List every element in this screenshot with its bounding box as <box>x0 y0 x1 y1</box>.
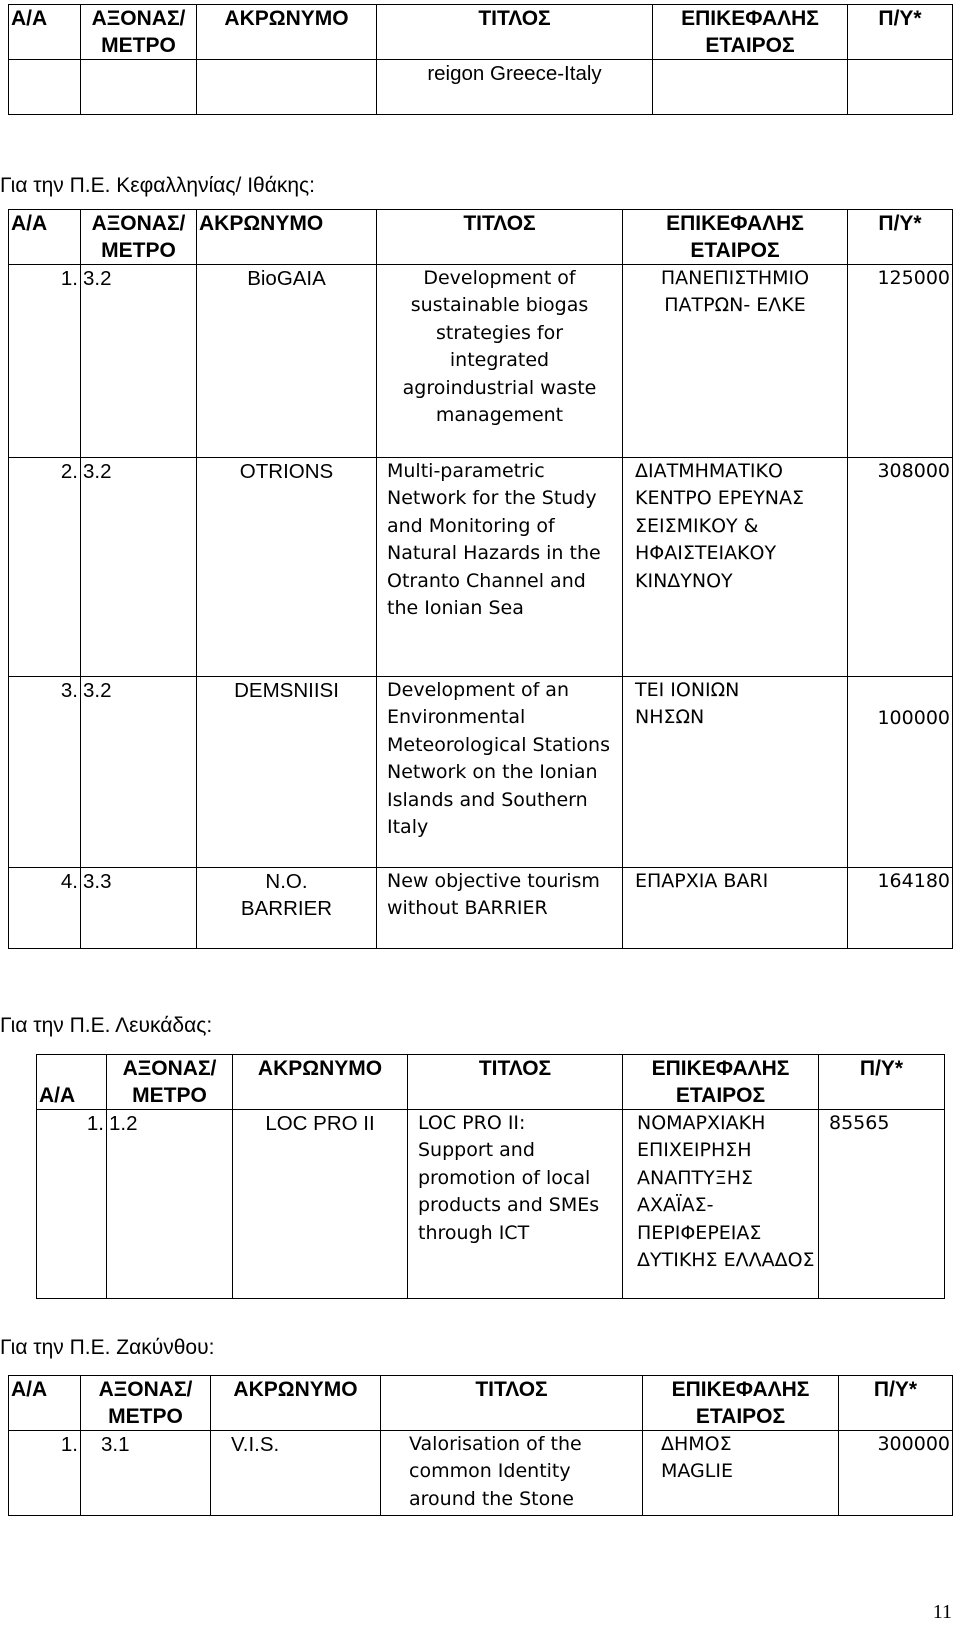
header-acronym: ΑΚΡΩΝΥΜΟ <box>211 1376 381 1431</box>
table-row <box>9 677 953 868</box>
row-acronym: LOC PRO II <box>233 1110 408 1299</box>
row-budget: 300000 <box>839 1431 953 1516</box>
header-budget: Π/Υ* <box>848 5 953 60</box>
section-heading-zakynthos: Για την Π.Ε. Ζακύνθου: <box>0 1336 215 1359</box>
row-title: reigon Greece-Italy <box>377 60 653 115</box>
row-acronym: OTRIONS <box>197 458 377 677</box>
row-title: LOC PRO II: Support and promotion of local products and SMEs through ICT <box>408 1110 623 1299</box>
row-title: Multi-parametric Network for the Study and Monitoring of Natural Hazards in the Otranto Channel and the Ionian Sea <box>377 458 623 677</box>
page-number: 11 <box>932 1601 952 1623</box>
continued-table <box>8 4 953 115</box>
zakynthos-table <box>8 1375 953 1516</box>
row-aa: 2. <box>9 458 81 677</box>
header-aa: Α/Α <box>9 1376 81 1431</box>
header-budget: Π/Υ* <box>839 1376 953 1431</box>
table-header-row <box>37 1055 945 1110</box>
section-heading-lefkada: Για την Π.Ε. Λευκάδας: <box>0 1014 213 1037</box>
row-acronym: DEMSNIISI <box>197 677 377 868</box>
header-axis: ΑΞΟΝΑΣ/ ΜΕΤΡΟ <box>107 1055 233 1110</box>
row-lead: ΤΕΙ ΙΟΝΙΩΝ ΝΗΣΩΝ <box>623 677 848 868</box>
row-axis: 3.2 <box>81 677 197 868</box>
header-aa: Α/Α <box>9 210 81 265</box>
header-aa: Α/Α <box>9 5 81 60</box>
lefkada-table <box>36 1054 945 1299</box>
row-lead: ΕΠΑΡΧΙΑ BARI <box>623 868 848 949</box>
header-axis: ΑΞΟΝΑΣ/ ΜΕΤΡΟ <box>81 210 197 265</box>
header-title: ΤΙΤΛΟΣ <box>377 210 623 265</box>
row-lead: ΔΗΜΟΣ MAGLIE <box>643 1431 839 1516</box>
row-axis: 3.2 <box>81 265 197 458</box>
header-title: ΤΙΤΛΟΣ <box>381 1376 643 1431</box>
row-aa: 1. <box>9 265 81 458</box>
row-aa: 1. <box>9 1431 81 1516</box>
header-title: ΤΙΤΛΟΣ <box>408 1055 623 1110</box>
header-axis: ΑΞΟΝΑΣ/ ΜΕΤΡΟ <box>81 5 197 60</box>
header-aa: Α/Α <box>37 1055 107 1110</box>
row-budget: 100000 <box>848 677 953 868</box>
header-title: ΤΙΤΛΟΣ <box>377 5 653 60</box>
header-acronym: ΑΚΡΩΝΥΜΟ <box>197 210 377 265</box>
row-axis: 3.2 <box>81 458 197 677</box>
header-acronym: ΑΚΡΩΝΥΜΟ <box>233 1055 408 1110</box>
table-row <box>9 458 953 677</box>
row-title: Development of an Environmental Meteorological Stations Network on the Ionian Islands and Southern Italy <box>377 677 623 868</box>
table-row <box>9 868 953 949</box>
row-budget: 308000 <box>848 458 953 677</box>
header-axis: ΑΞΟΝΑΣ/ ΜΕΤΡΟ <box>81 1376 211 1431</box>
row-title: Development of sustainable biogas strategies for integrated agroindustrial waste management <box>377 265 623 458</box>
kefalonia-table <box>8 209 953 949</box>
row-lead: ΝΟΜΑΡΧΙΑΚΗ ΕΠΙΧΕΙΡΗΣΗ ΑΝΑΠΤΥΞΗΣ ΑΧΑΪΑΣ- ΠΕΡΙΦΕΡΕΙΑΣ ΔΥΤΙΚΗΣ ΕΛΛΑΔΟΣ <box>623 1110 819 1299</box>
row-budget: 125000 <box>848 265 953 458</box>
row-budget: 85565 <box>819 1110 945 1299</box>
row-acronym: V.I.S. <box>211 1431 381 1516</box>
row-lead: ΠΑΝΕΠΙΣΤΗΜΙΟ ΠΑΤΡΩΝ- ΕΛΚΕ <box>623 265 848 458</box>
row-axis: 3.3 <box>81 868 197 949</box>
table-header-row <box>9 210 953 265</box>
row-acronym: BioGAIA <box>197 265 377 458</box>
header-acronym: ΑΚΡΩΝΥΜΟ <box>197 5 377 60</box>
section-heading-kefalonia: Για την Π.Ε. Κεφαλληνίας/ Ιθάκης: <box>0 174 315 197</box>
row-lead: ΔΙΑΤΜΗΜΑΤΙΚΟ ΚΕΝΤΡΟ ΕΡΕΥΝΑΣ ΣΕΙΣΜΙΚΟΥ & ΗΦΑΙΣΤΕΙΑΚΟΥ ΚΙΝΔΥΝΟΥ <box>623 458 848 677</box>
row-acronym: N.O. BARRIER <box>197 868 377 949</box>
row-budget: 164180 <box>848 868 953 949</box>
row-title: Valorisation of the common Identity around the Stone <box>381 1431 643 1516</box>
row-aa: 3. <box>9 677 81 868</box>
header-budget: Π/Υ* <box>848 210 953 265</box>
row-aa: 1. <box>37 1110 107 1299</box>
row-axis: 3.1 <box>81 1431 211 1516</box>
table-row <box>9 1431 953 1516</box>
row-axis: 1.2 <box>107 1110 233 1299</box>
table-row <box>37 1110 945 1299</box>
table-header-row <box>9 1376 953 1431</box>
table-row <box>9 60 953 115</box>
header-budget: Π/Υ* <box>819 1055 945 1110</box>
header-lead: ΕΠΙΚΕΦΑΛΗΣ ΕΤΑΙΡΟΣ <box>623 210 848 265</box>
row-title: New objective tourism without BARRIER <box>377 868 623 949</box>
table-header-row <box>9 5 953 60</box>
header-lead: ΕΠΙΚΕΦΑΛΗΣ ΕΤΑΙΡΟΣ <box>623 1055 819 1110</box>
header-lead: ΕΠΙΚΕΦΑΛΗΣ ΕΤΑΙΡΟΣ <box>653 5 848 60</box>
table-row <box>9 265 953 458</box>
row-aa: 4. <box>9 868 81 949</box>
header-lead: ΕΠΙΚΕΦΑΛΗΣ ΕΤΑΙΡΟΣ <box>643 1376 839 1431</box>
